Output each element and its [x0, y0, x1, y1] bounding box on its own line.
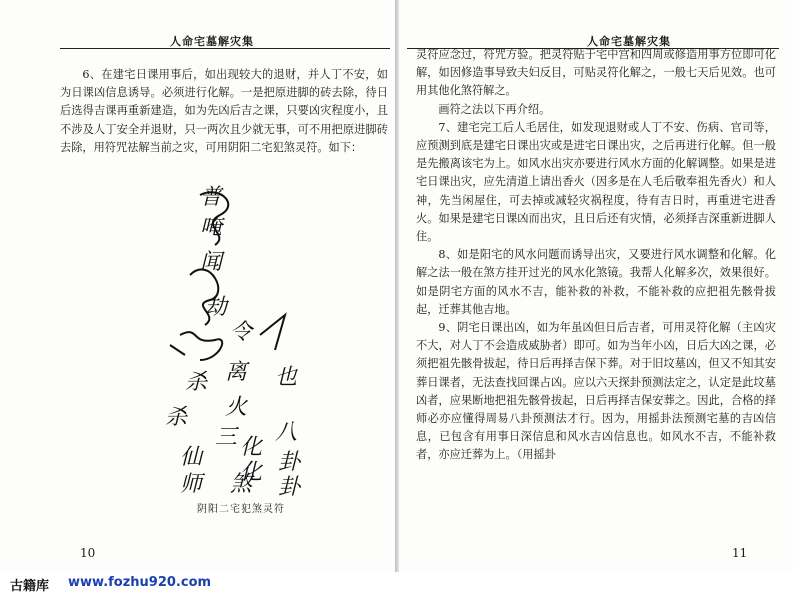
right-body-text: [416, 46, 776, 465]
footer-watermark: [0, 572, 793, 595]
talisman-char: 普: [200, 185, 223, 210]
left-body-text: [60, 66, 388, 157]
site-url-link[interactable]: www.fozhu920.com: [68, 575, 212, 590]
talisman-char: 卦: [278, 450, 301, 475]
talisman-char: 火: [225, 395, 248, 420]
talisman-char: 煞: [230, 472, 253, 497]
page-number: 10: [80, 546, 96, 560]
running-title: 人命宅墓解灾集: [170, 35, 254, 48]
talisman-char: 三: [215, 425, 238, 450]
site-name: 古籍库: [10, 579, 50, 594]
header-rule: [60, 48, 390, 49]
paragraph: 画符之法以下再介绍。: [438, 102, 551, 116]
talisman-char: 化: [240, 460, 263, 485]
talisman-char: 离: [225, 360, 248, 385]
talisman-char: 卦: [278, 475, 301, 500]
figure-caption: 阴阳二宅犯煞灵符: [197, 504, 285, 515]
talisman-char: 唵: [200, 215, 223, 240]
running-title: 人命宅墓解灾集: [587, 35, 671, 48]
talisman-figure: [160, 175, 310, 500]
page-number: 11: [732, 546, 748, 560]
talisman-char: 杀: [165, 405, 188, 430]
talisman-char: 八: [275, 420, 298, 445]
talisman-char: 仙: [180, 445, 203, 470]
right-page: [399, 0, 793, 572]
talisman-char: 令: [230, 320, 253, 345]
talisman-char: 劫: [205, 295, 228, 320]
paragraph: 8、如是阳宅的风水问题而诱导出灾，又要进行风水调整和化解。化解之法一般在煞方挂开过光的风水化煞镜。我帮人化解多次，效果很好。如是阴宅方面的风水不吉，能补救的补救，不能补救的应把祖先骸骨拔起，迁葬其他吉地。: [416, 248, 776, 316]
talisman-char: 化: [240, 435, 263, 460]
paragraph: 9、阴宅日课出凶，如为年虽凶但日后吉者，可用灵符化解（主凶灾不大，对人丁不会造成威胁者）即可。如为当年小凶，日后大凶之课，必须把祖先骸骨拔起，待日后再择吉保下葬。对于旧坟墓凶，但又不知其安葬日课者，无法查找回课占凶。应以六天探卦预测法定之，认定是此坟墓凶者，应果断地把祖先骸骨拔起，日后再择吉保安葬之。因此，合格的择师必亦应懂得周易八卦预测法才行。因为，用摇卦法预测宅墓的吉凶信息，已包含有用事日深信息和风水吉凶信息也。如风水不吉，不能补救者，亦应迁葬为上。（用摇卦: [416, 321, 776, 462]
paragraph: 7、建宅完工后人毛居住，如发现退财或人丁不安、伤病、官司等，应预测到底是建宅日课出灾或是进宅日课出灾，之后再进行化解。但一般是先搬离该宅为上。如风水出灾亦要进行风水方面的化解调整。如果是进宅日课出灾，应先清道上请出香火（因多是在人毛后敬奉祖先香火）和人神，先当闲屋住，可去掉或减轻灾祸程度，待有吉日时，再重进宅进香火。如果是建宅日课凶而出灾，且日后还有灾情，必须择吉深重新进脚人住。: [416, 120, 776, 244]
talisman-char: 也: [275, 365, 298, 390]
talisman-char: 杀: [185, 370, 208, 395]
paragraph: 6、在建宅日课用事后，如出现较大的退财，并人丁不安，如为日课凶信息诱导。必须进行化解。一是把原进脚的砖去除，待日后选得吉课再重新建造，如为先凶后吉之课，只要凶灾程度小，且不涉及人丁安全并退财，只一两次且少就无事，可不用把原进脚砖去除，用符咒祛解当前之灾，可用阴阳二宅犯煞灵符。如下：: [60, 68, 388, 154]
paragraph: 灵符应念过，符咒方验。把灵符贴于宅中宫和四周或修造用事方位即可化解，如因修造事导致夫妇反目，可贴灵符化解之，一般七天后见效。也可用其他化煞符解之。: [416, 48, 776, 98]
talisman-char: 闻: [200, 250, 223, 275]
left-page: [0, 0, 395, 572]
talisman-char: 师: [180, 472, 203, 497]
